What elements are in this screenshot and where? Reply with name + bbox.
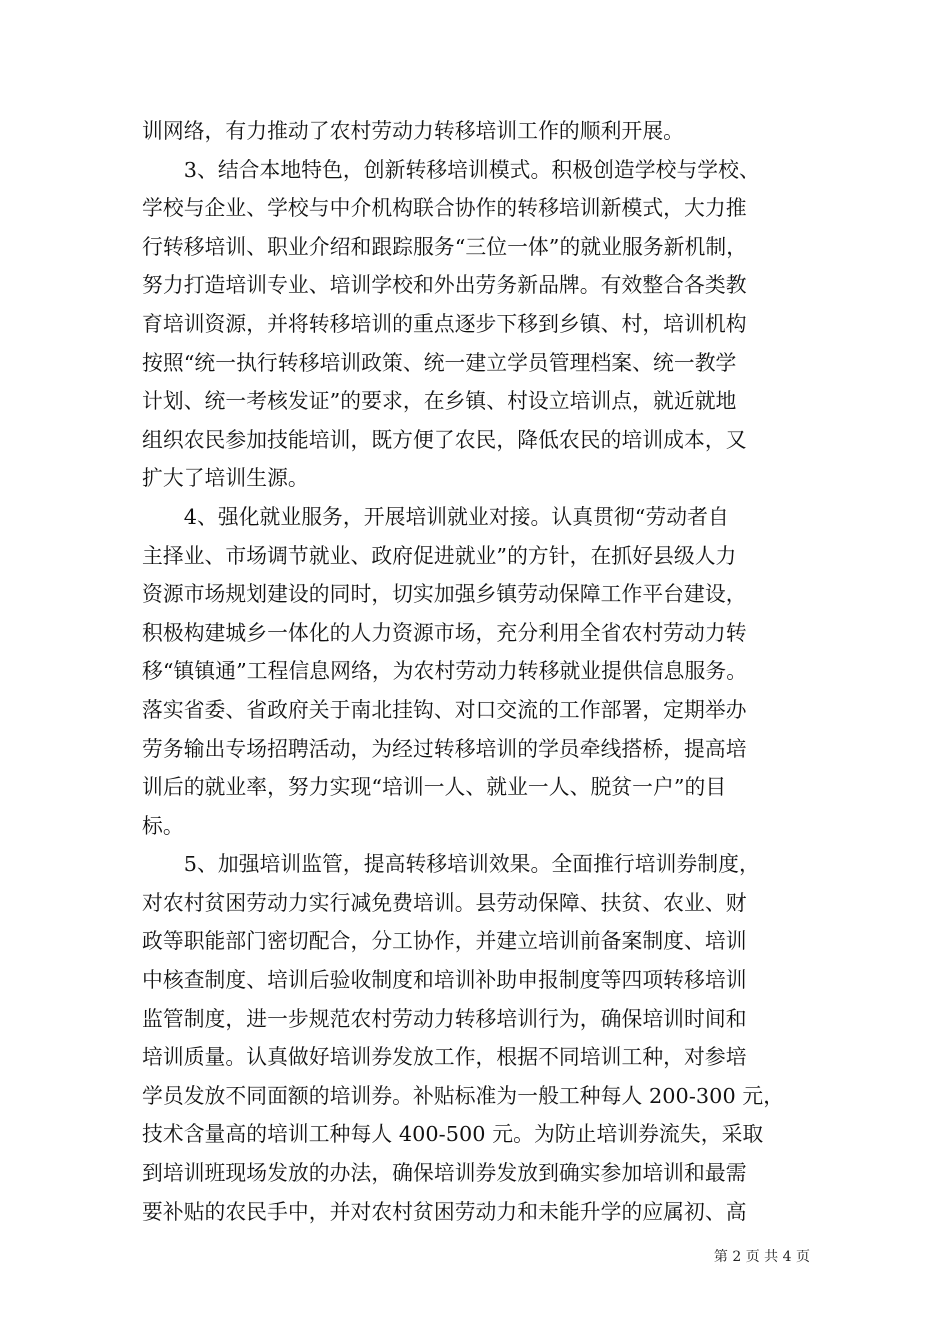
text-line: 学校与企业、学校与中介机构联合协作的转移培训新模式，大力推 (142, 196, 747, 221)
text-line: 中核查制度、培训后验收制度和培训补助申报制度等四项转移培训 (142, 968, 747, 993)
text-line: 劳务输出专场招聘活动，为经过转移培训的学员牵线搭桥，提高培 (142, 736, 747, 761)
text-line: 要补贴的农民手中，并对农村贫困劳动力和未能升学的应属初、高 (142, 1199, 747, 1224)
text-line: 5、加强培训监管，提高转移培训效果。全面推行培训券制度， (142, 852, 760, 877)
page-number: 第 2 页 共 4 页 (713, 1249, 810, 1265)
text-line: 努力打造培训专业、培训学校和外出劳务新品牌。有效整合各类教 (142, 273, 747, 298)
text-line: 政等职能部门密切配合，分工协作，并建立培训前备案制度、培训 (142, 929, 747, 954)
text-line: 训网络，有力推动了农村劳动力转移培训工作的顺利开展。 (142, 119, 685, 143)
text-line: 落实省委、省政府关于南北挂钩、对口交流的工作部署，定期举办 (142, 697, 747, 722)
text-line: 移“镇镇通”工程信息网络，为农村劳动力转移就业提供信息服务。 (142, 659, 748, 684)
text-line: 学员发放不同面额的培训券。补贴标准为一般工种每人 200-300 元， (142, 1083, 785, 1108)
text-line: 标。 (142, 813, 184, 838)
body-text (142, 112, 812, 1231)
text-line: 资源市场规划建设的同时，切实加强乡镇劳动保障工作平台建设， (142, 582, 747, 607)
text-line: 对农村贫困劳动力实行减免费培训。县劳动保障、扶贫、农业、财 (142, 890, 747, 915)
text-line: 组织农民参加技能培训，既方便了农民，降低农民的培训成本，又 (142, 427, 747, 452)
text-line: 育培训资源，并将转移培训的重点逐步下移到乡镇、村，培训机构 (142, 311, 747, 336)
text-line: 监管制度，进一步规范农村劳动力转移培训行为，确保培训时间和 (142, 1006, 747, 1031)
page-footer (0, 1246, 950, 1266)
text-line: 扩大了培训生源。 (142, 466, 309, 491)
text-line: 3、结合本地特色，创新转移培训模式。积极创造学校与学校、 (142, 157, 760, 182)
text-line: 主择业、市场调节就业、政府促进就业”的方针，在抓好县级人力 (142, 543, 737, 568)
text-line: 培训质量。认真做好培训券发放工作，根据不同培训工种，对参培 (142, 1045, 747, 1070)
text-line: 4、强化就业服务，开展培训就业对接。认真贯彻“劳动者自 (142, 504, 729, 529)
text-line: 积极构建城乡一体化的人力资源市场，充分利用全省农村劳动力转 (142, 620, 747, 645)
text-line: 计划、统一考核发证”的要求，在乡镇、村设立培训点，就近就地 (142, 389, 737, 414)
text-line: 按照“统一执行转移培训政策、统一建立学员管理档案、统一教学 (142, 350, 737, 375)
text-line: 训后的就业率，努力实现“培训一人、就业一人、脱贫一户”的目 (142, 775, 727, 800)
text-line: 到培训班现场发放的办法，确保培训券发放到确实参加培训和最需 (142, 1161, 747, 1186)
text-line: 技术含量高的培训工种每人 400-500 元。为防止培训券流失，采取 (142, 1122, 764, 1147)
text-line: 行转移培训、职业介绍和跟踪服务“三位一体”的就业服务新机制， (142, 234, 748, 259)
